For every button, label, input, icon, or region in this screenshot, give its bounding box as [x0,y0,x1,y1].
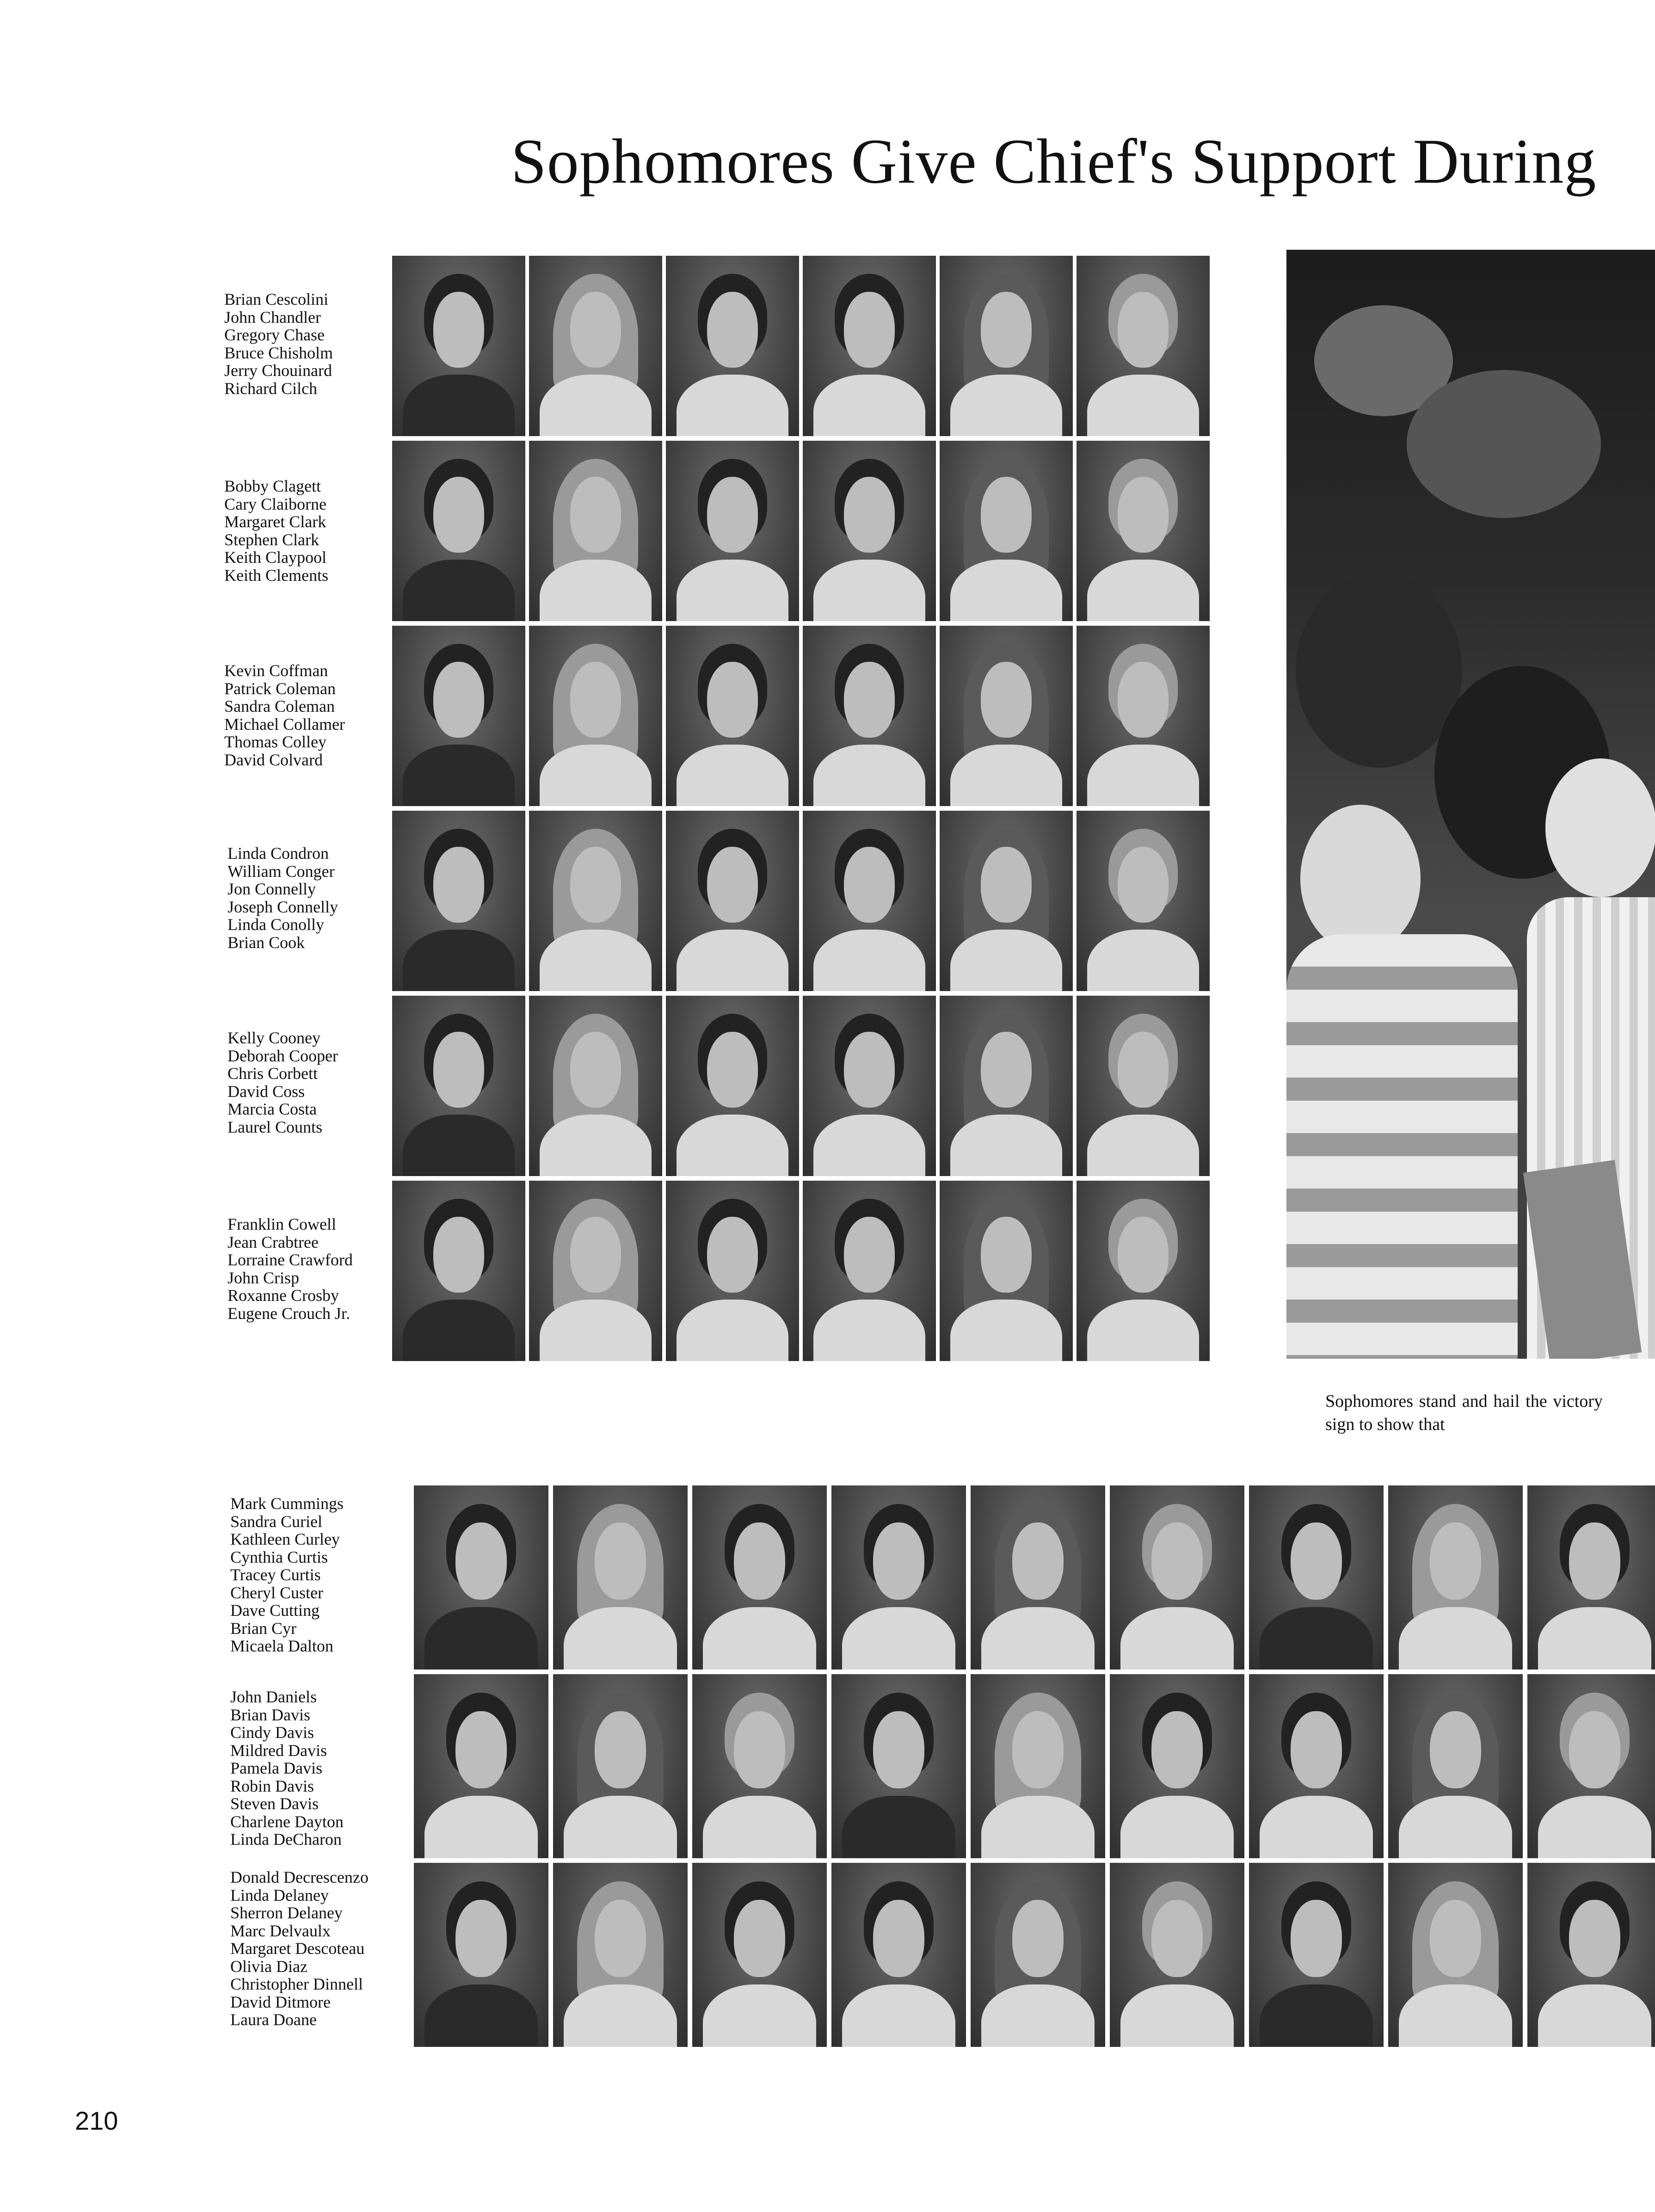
student-portrait [529,626,662,806]
student-name: Jerry Chouinard [224,361,332,380]
student-name: John Chandler [224,308,321,327]
student-portrait [392,811,525,991]
student-name: Steven Davis [230,1794,319,1813]
student-name: Kathleen Curley [230,1530,340,1548]
student-portrait [666,811,799,991]
student-name: Linda Delaney [230,1885,329,1904]
student-name: Laurel Counts [228,1117,322,1136]
student-name: Mildred Davis [230,1741,327,1760]
student-portrait [666,626,799,806]
student-portrait [1527,1863,1655,2047]
student-name: Bobby Clagett [224,477,321,495]
student-name: Kevin Coffman [224,661,328,680]
student-name: Brian Davis [230,1705,310,1724]
student-name: Pamela Davis [230,1759,322,1777]
student-name: Patrick Coleman [224,679,336,698]
student-portrait [529,441,662,621]
student-name: Marcia Costa [228,1100,317,1118]
name-list-group-3 [224,662,345,769]
student-name: Eugene Crouch Jr. [228,1304,350,1323]
student-portrait [392,996,525,1176]
page-number: 210 [75,2106,118,2135]
student-portrait [831,1485,966,1670]
student-name: John Daniels [230,1688,317,1706]
student-portrait [692,1485,827,1670]
student-portrait [1110,1863,1244,2047]
student-name: Lorraine Crawford [228,1251,353,1269]
student-name: John Crisp [228,1268,300,1287]
name-list-group-1 [224,290,333,397]
student-name: Dave Cutting [230,1601,320,1620]
student-portrait [1249,1674,1384,1858]
student-portrait [553,1863,688,2047]
student-portrait [1110,1485,1244,1670]
student-portrait [666,996,799,1176]
student-portrait [1077,441,1210,621]
student-portrait [803,256,936,436]
student-name: Robin Davis [230,1776,314,1795]
student-portrait [940,256,1073,436]
student-portrait [831,1674,966,1858]
student-name: Sherron Delaney [230,1904,343,1922]
portrait-grid-bottom [414,1485,1655,2047]
student-name: David Coss [228,1082,305,1101]
student-portrait [529,1181,662,1361]
name-list-group-8 [230,1688,344,1848]
student-portrait [940,1181,1073,1361]
student-portrait [414,1674,548,1858]
student-portrait [529,996,662,1176]
student-portrait [392,256,525,436]
student-name: Margaret Descoteau [230,1939,365,1958]
student-portrait [392,441,525,621]
page-headline: Sophomores Give Chief's Support During [511,126,1597,197]
student-portrait [1249,1485,1384,1670]
name-list-group-4 [228,844,338,951]
student-name: Michael Collamer [224,715,345,733]
student-name: David Ditmore [230,1992,331,2011]
photo-caption: Sophomores stand and hail the victory sign to show that [1325,1392,1603,1434]
student-portrait [553,1674,688,1858]
student-portrait [940,811,1073,991]
student-portrait [831,1863,966,2047]
student-name: Franklin Cowell [228,1215,336,1233]
student-name: Stephen Clark [224,530,319,549]
student-name: Micaela Dalton [230,1637,333,1655]
student-name: Sandra Curiel [230,1512,322,1531]
student-portrait [971,1485,1105,1670]
name-list-group-9 [230,1868,369,2029]
student-portrait [803,1181,936,1361]
student-name: Cindy Davis [230,1723,314,1742]
student-name: Cynthia Curtis [230,1547,328,1566]
student-portrait [666,256,799,436]
student-portrait [692,1674,827,1858]
student-portrait [971,1674,1105,1858]
student-portrait [1388,1674,1523,1858]
student-portrait [1077,256,1210,436]
student-name: Tracey Curtis [230,1565,321,1584]
student-name: Marc Delvaulx [230,1921,331,1940]
student-portrait [1388,1863,1523,2047]
student-name: Richard Cilch [224,379,317,398]
student-name: Thomas Colley [224,733,326,751]
student-name: Deborah Cooper [228,1046,338,1065]
name-list-group-5 [228,1029,338,1136]
student-name: Brian Cyr [230,1619,296,1638]
student-portrait [392,626,525,806]
student-portrait [803,996,936,1176]
portrait-grid-top [392,256,1210,1361]
student-portrait [803,811,936,991]
student-name: Linda Condron [228,844,329,863]
student-name: Cary Claiborne [224,494,326,513]
student-portrait [666,441,799,621]
student-portrait [1077,811,1210,991]
student-portrait [529,811,662,991]
student-portrait [803,441,936,621]
student-portrait [940,441,1073,621]
student-name: Sandra Coleman [224,697,335,715]
student-portrait [529,256,662,436]
student-name: Margaret Clark [224,512,326,531]
student-name: Keith Clements [224,566,328,585]
name-list-group-2 [224,477,328,584]
student-name: Roxanne Crosby [228,1286,339,1305]
student-name: Keith Claypool [224,548,326,567]
student-portrait [414,1863,548,2047]
student-name: Laura Doane [230,2010,317,2029]
student-portrait [1110,1674,1244,1858]
student-portrait [940,626,1073,806]
name-list-group-6 [228,1215,353,1322]
student-name: Linda Conolly [228,915,324,934]
student-name: Christopher Dinnell [230,1975,363,1993]
student-portrait [414,1485,548,1670]
student-portrait [971,1863,1105,2047]
student-name: David Colvard [224,750,323,769]
student-name: William Conger [228,862,335,881]
student-portrait [940,996,1073,1176]
student-name: Brian Cook [228,933,305,952]
student-name: Cheryl Custer [230,1583,323,1602]
name-list-group-7 [230,1495,344,1655]
student-portrait [1527,1674,1655,1858]
student-name: Charlene Dayton [230,1812,344,1831]
student-portrait [392,1181,525,1361]
student-name: Donald Decrescenzo [230,1868,369,1886]
rally-photo [1286,250,1655,1359]
student-portrait [1077,1181,1210,1361]
student-name: Jon Connelly [228,880,316,898]
student-portrait [1077,996,1210,1176]
student-portrait [1249,1863,1384,2047]
student-name: Joseph Connelly [228,897,338,916]
student-name: Chris Corbett [228,1064,318,1083]
student-portrait [1527,1485,1655,1670]
student-name: Jean Crabtree [228,1232,319,1251]
student-name: Linda DeCharon [230,1830,342,1848]
student-portrait [803,626,936,806]
student-name: Mark Cummings [230,1494,344,1513]
student-portrait [553,1485,688,1670]
student-name: Gregory Chase [224,326,325,344]
student-portrait [666,1181,799,1361]
student-portrait [1388,1485,1523,1670]
student-name: Kelly Cooney [228,1029,320,1047]
student-portrait [1077,626,1210,806]
student-name: Bruce Chisholm [224,343,333,362]
student-name: Olivia Diaz [230,1957,308,1976]
student-portrait [692,1863,827,2047]
student-name: Brian Cescolini [224,290,328,308]
